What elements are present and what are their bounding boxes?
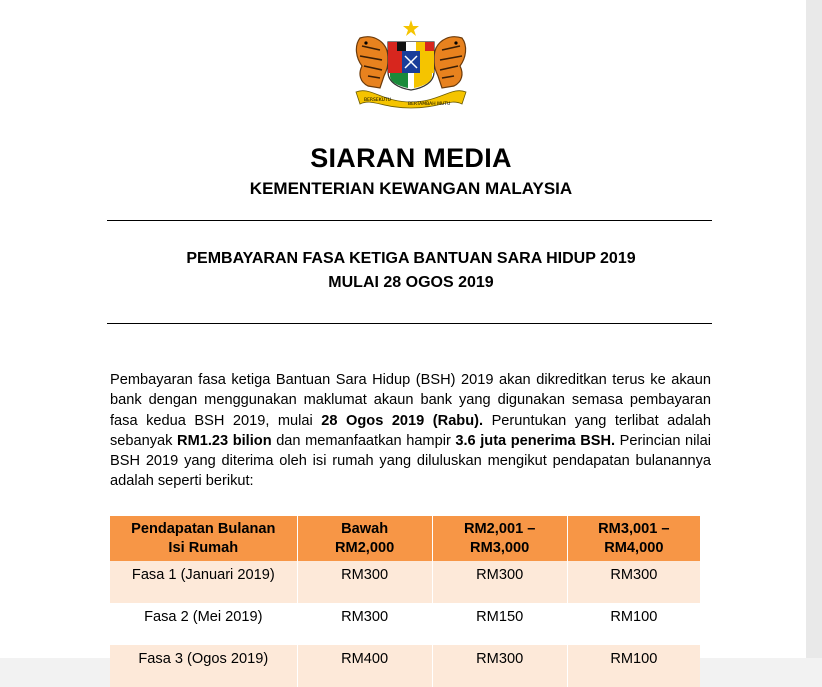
body-paragraph xyxy=(110,370,711,492)
paragraph-text-1: Pembayaran fasa ketiga Bantuan Sara Hidup (BSH) 2019 akan dikreditkan terus ke akaun bank dengan menggunakan maklumat akaun bank yang digunakan semasa pembayaran fasa kedua BSH 2019, mulai xyxy=(110,372,711,429)
table-cell: RM300 xyxy=(432,561,567,603)
crest-motto-left: BERSEKUTU xyxy=(364,98,391,103)
header-cell-line: Pendapatan Bulanan xyxy=(131,520,276,537)
malaysia-coat-of-arms-icon xyxy=(350,16,472,108)
header-cell-line: RM3,001 – xyxy=(598,520,670,537)
table-cell: Fasa 3 (Ogos 2019) xyxy=(110,645,297,687)
header-cell-line: RM4,000 xyxy=(604,539,664,556)
header-income xyxy=(110,516,297,561)
table-cell: RM300 xyxy=(297,561,432,603)
paragraph-text-3: dan memanfaatkan hampir xyxy=(271,432,456,449)
table-cell: RM300 xyxy=(567,561,700,603)
header-below-2000 xyxy=(297,516,432,561)
paragraph-allocation: RM1.23 bilion xyxy=(177,432,272,449)
top-divider xyxy=(107,220,712,221)
crest-motto-right: BERTAMBAH MUTU xyxy=(408,102,451,107)
header-cell-line: Isi Rumah xyxy=(168,539,239,556)
table-row xyxy=(110,603,700,645)
paragraph-recipients: 3.6 juta penerima BSH. xyxy=(455,432,616,449)
paragraph-date: 28 Ogos 2019 (Rabu). xyxy=(321,412,484,429)
table-cell: Fasa 1 (Januari 2019) xyxy=(110,561,297,603)
page-title: SIARAN MEDIA xyxy=(310,143,512,173)
bsh-payment-table xyxy=(110,516,700,687)
table-cell: RM100 xyxy=(567,645,700,687)
table-cell: RM400 xyxy=(297,645,432,687)
table-row xyxy=(110,561,700,603)
table-header-row xyxy=(110,516,700,561)
bottom-divider xyxy=(107,323,712,324)
headline-line-2: MULAI 28 OGOS 2019 xyxy=(328,274,494,291)
table-cell: RM150 xyxy=(432,603,567,645)
table-cell: RM300 xyxy=(432,645,567,687)
table-row xyxy=(110,645,700,687)
header-cell-line: Bawah xyxy=(341,520,389,537)
header-cell-line: RM2,001 – xyxy=(463,520,536,537)
viewer-scrollbar-gutter[interactable] xyxy=(806,0,822,658)
table-cell: RM100 xyxy=(567,603,700,645)
table-cell: RM300 xyxy=(297,603,432,645)
header-cell-line: RM2,000 xyxy=(335,539,395,556)
table-cell: Fasa 2 (Mei 2019) xyxy=(110,603,297,645)
paragraph-text-4: Perincian nilai BSH 2019 yang diterima oleh isi rumah yang diluluskan mengikut pendapatan bulanannya adalah seperti berikut: xyxy=(110,432,711,490)
header-cell-line: RM3,000 xyxy=(470,539,530,556)
paragraph-text-2: Peruntukan yang terlibat adalah sebanyak xyxy=(110,412,711,449)
header-3001-4000 xyxy=(567,516,700,561)
headline-line-1: PEMBAYARAN FASA KETIGA BANTUAN SARA HIDUP 2019 xyxy=(186,250,636,267)
header-2001-3000 xyxy=(432,516,567,561)
ministry-name: KEMENTERIAN KEWANGAN MALAYSIA xyxy=(249,179,573,198)
